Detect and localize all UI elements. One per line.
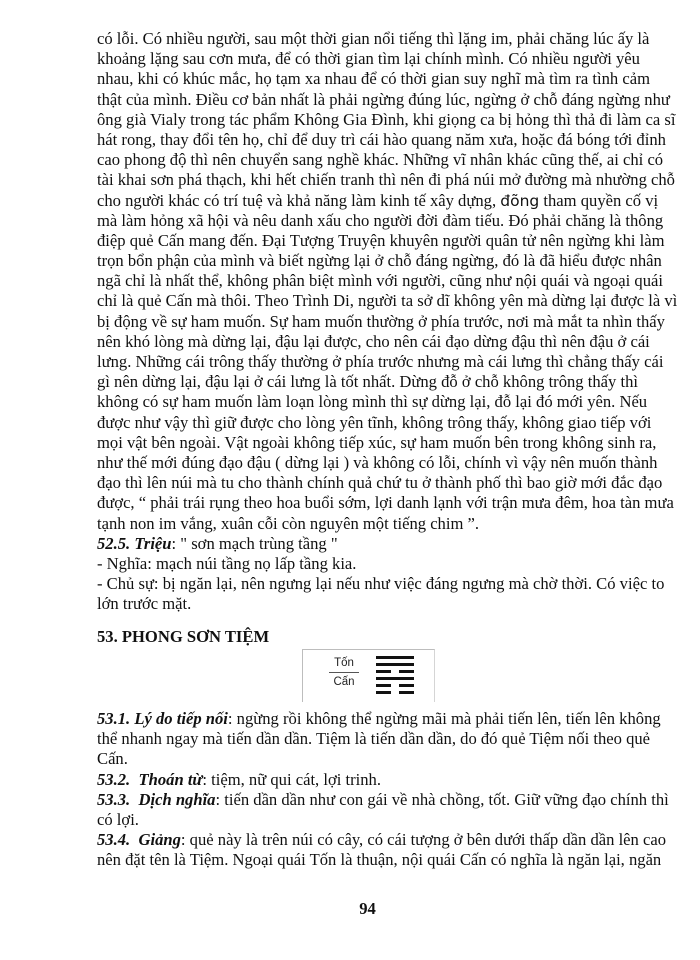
- text-line: có lợi.: [97, 809, 139, 829]
- text-line-mixed-font: [97, 190, 659, 211]
- text-line: nên đặt tên là Tiệm. Ngoại quái Tốn là thuận, nội quái Cấn có nghĩa là ngăn lại, ngăn: [97, 850, 662, 870]
- text-line: gì nên dừng lại, đậu lại ở cái lưng là tốt nhất. Dừng đỗ ở chỗ không trông thấy thì: [97, 372, 638, 392]
- continuation-paragraph: [97, 29, 678, 614]
- text-line: bị động về sự ham muốn. Sự ham muốn thường ở phía trước, nơi mà mắt ta nhìn thấy: [97, 311, 665, 331]
- text-line: cao phong độ thì nên chuyển sang nghề khác. Những vĩ nhân khác cũng thế, ai chỉ có: [97, 150, 664, 170]
- text-line: được như vậy thì giữ được cho lòng yên tĩnh, không trông thấy, không giao tiếp với: [97, 412, 652, 432]
- sans-serif-word: đõng: [500, 191, 540, 210]
- text-line: thể nhanh ngay mà tiến dần dần. Tiệm là tiến dần dần, do đó quẻ Tiệm nối theo quẻ: [97, 729, 651, 749]
- text-line: mọi vật bên ngoài. Vật ngoài không tiếp xúc, sự ham muốn bên trong không sinh ra,: [97, 432, 657, 452]
- section-53-3: [97, 789, 669, 810]
- section-53-1: [97, 709, 661, 729]
- text-line: Cấn.: [97, 749, 128, 769]
- section-text: : ngừng rồi không thể ngừng mãi mà phải tiến lên, tiến lên không: [227, 709, 661, 728]
- text-line: lưng. Những cái trông thấy thường ở phía trước nhưng mà cái lưng thì chẳng thấy cái: [97, 352, 664, 371]
- section-text: : tiệm, nữ qui cát, lợi trinh.: [202, 769, 381, 789]
- section-53-body: [97, 709, 669, 871]
- section-label: 52.5. Triệu: [97, 533, 172, 553]
- text-line: tài khai sơn phá thạch, khi hết chiến tranh thì nên đi phá núi mở đường mà nhường chỗ: [97, 170, 675, 190]
- text-line: trọn bổn phận của mình và biết ngừng lại ở chỗ đáng ngừng, đó là đã hiểu được nhân: [97, 251, 662, 271]
- yin-line-icon: [376, 684, 414, 687]
- section-label: 53.4. Giảng: [97, 830, 181, 850]
- text-segment: cho người khác có trí tuệ và khả năng làm kinh tế xây dựng,: [97, 190, 501, 210]
- text-line: thật của mình. Điều cơ bản nhất là phải ngừng đúng lúc, ngừng ở chỗ đáng ngừng như: [97, 89, 670, 109]
- text-line: có lỗi. Có nhiều người, sau một thời gian nổi tiếng thì lặng im, phải chăng lúc ấy là: [97, 29, 650, 48]
- page-number: 94: [359, 899, 376, 918]
- yin-line-icon: [376, 691, 414, 694]
- text-line: đạo thì lên núi mà tu cho thành chính quả chứ tu ở thành phố thì bao giờ mới đắc đạo: [97, 473, 663, 493]
- section-label: 53.1. Lý do tiếp nối: [97, 709, 228, 728]
- section-53-4: [97, 830, 667, 850]
- text-line: khoảng lặng sau cơn mưa, để có thời gian tìm lại chính mình. Có nhiều người yêu: [97, 49, 640, 69]
- text-line: ngã chỉ là nhất thể, không phân biệt mình với người, cũng như nội quái và ngoại quái: [97, 271, 663, 291]
- section-text: : tiến dần dần như con gái về nhà chồng, tốt. Giữ vững đạo chính thì: [215, 789, 669, 809]
- text-line: tạnh non im vắng, xuân cỗi còn nguyên một tiếng chim ”.: [97, 513, 480, 533]
- yin-line-icon: [376, 670, 414, 673]
- text-line: điệp quẻ Cấn mang đến. Đại Tượng Truyện khuyên người quân tử nên ngừng khi làm: [97, 230, 665, 250]
- hexagram-figure: [302, 649, 435, 702]
- text-segment: tham quyền cố vị: [539, 190, 659, 210]
- section-title: 53. PHONG SƠN TIỆM: [97, 627, 270, 646]
- yang-line-icon: [376, 656, 414, 659]
- section-label: 53.2. Thoán từ: [97, 769, 203, 789]
- chu-su-line: - Chủ sự: bị ngăn lại, nên ngưng lại nếu như việc đáng ngưng mà chờ thời. Có việc to: [97, 574, 665, 594]
- text-line: được, “ phải trái rụng theo hoa buổi sớm, lợi danh lạnh với trận mưa đêm, hoa tàn mưa: [97, 493, 674, 513]
- text-line: như thế mới đúng đạo đậu ( dừng lại ) và không có lỗi, chính vì vậy nên muốn thành: [97, 452, 658, 472]
- section-53-2: [97, 770, 638, 790]
- chu-su-line: lớn trước mặt.: [97, 594, 192, 614]
- lower-trigram-label: Cấn: [333, 676, 355, 688]
- yang-line-icon: [376, 677, 414, 680]
- section-label: 53.3. Dịch nghĩa: [97, 789, 216, 809]
- hexagram-lines-icon: [376, 656, 414, 698]
- fraction-divider: [329, 672, 359, 673]
- text-line: hát rong, thay đổi tên họ, chỉ để duy trì cái hào quang năm xưa, hoặc đá bóng tới đỉnh: [97, 129, 666, 149]
- text-line: mà làm hỏng xã hội và nêu danh xấu cho người đời đàm tiếu. Đó phải chăng là thông: [97, 210, 664, 230]
- yang-line-icon: [376, 663, 414, 666]
- text-line: chỉ là quẻ Cấn mà thôi. Theo Trình Di, người ta sở dĩ không yên mà dừng lại được là vì: [97, 291, 678, 311]
- trigram-labels: [330, 656, 358, 689]
- text-line: ông già Vialy trong tác phẩm Không Gia Đình, khi giọng ca bị hỏng thì thả đi làm ca sĩ: [97, 109, 676, 129]
- nghia-line: - Nghĩa: mạch núi tầng nọ lấp tầng kia.: [97, 553, 357, 573]
- upper-trigram-label: Tốn: [334, 657, 354, 669]
- text-line: nên khó lòng mà dừng lại, đậu lại được, cho nên cái đạo dừng đậu thì nên đậu ở cái: [97, 331, 650, 351]
- section-text: : quẻ này là trên núi có cây, có cái tượng ở bên dưới thấp dần dần lên cao: [180, 830, 667, 850]
- section-52-5-trieu: [97, 534, 638, 554]
- text-line: nhau, khi có khúc mắc, họ tạm xa nhau để có thời gian suy nghĩ mà tìm ra tình cảm: [97, 69, 651, 89]
- text-line: không có sự ham muốn làm loạn lòng mình thì sự dừng lại, đỗ lại đó mới yên. Nếu: [97, 392, 648, 412]
- section-text: : " sơn mạch trùng tầng ": [171, 533, 338, 553]
